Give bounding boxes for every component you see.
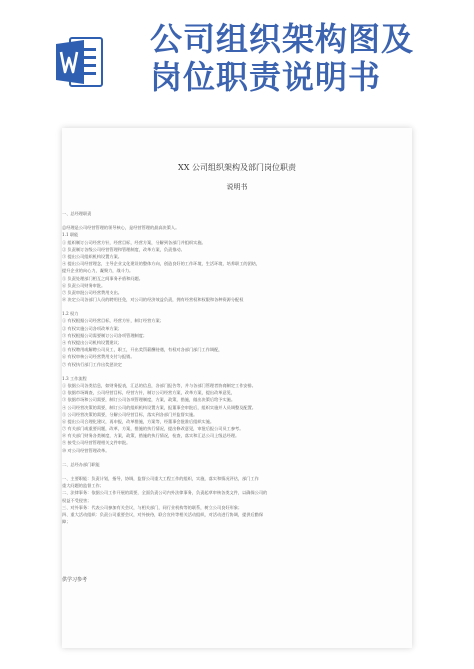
line-gap (62, 454, 297, 461)
body-line: ③ 有权根据公司需要制订公司各项管理制度； (62, 332, 148, 338)
document-title: XX 公司组织架构及部门岗位职责 (178, 163, 296, 172)
document-body (62, 210, 297, 525)
body-line: 1.3 工作流程 (62, 375, 87, 381)
body-line: 1.2 权力 (62, 311, 79, 317)
body-line: ② 负责制订各级公司经营管理和管理制度，改革方案，负责推动。 (62, 246, 185, 252)
body-line: 四、重大活动组织：负责公司重要会议，对外接待，联合宣传等相关活动组织，对活动进行协调，提供后勤保 (62, 511, 264, 517)
body-line: 一、总经理职责 (62, 211, 92, 216)
body-line: 提升企业的向心力，凝聚力，战斗力。 (62, 268, 134, 274)
body-line: ⑤ 公司经营决策的需要，分解公司经营目标，落实到各部门并监督实施。 (62, 411, 198, 417)
body-line: ⑦ 负责审批公司经营费用支出。 (62, 289, 122, 295)
body-line: ⑥ 有权审核公司经营费用支付与报销。 (62, 354, 135, 360)
body-line: ① 依据公司各类信息，如财务报表，汇总的信息，各部门报告等，并与各部门管理者协商制定工作安排。 (62, 382, 256, 388)
body-line: ⑥ 提出公司合理化建议，再申报，改革措施，方案等，经董事会批准后组织实施。 (62, 418, 215, 424)
body-line: ⑧ 有关部门财务各类制度，方案，政策，措施的执行情况，检查，落实和汇总公司上级总经理。 (62, 433, 240, 439)
document-footer: 供学习参考 (62, 577, 88, 583)
body-line: ① 有权根据公司经营目标，经营方针，制订经营方案； (62, 318, 164, 324)
body-line: 二、总经办部门职能 (62, 461, 100, 467)
body-line: 障； (62, 519, 71, 525)
body-line: ③ 提出公司组织机构设置方案。 (62, 253, 122, 259)
body-line: ② 有权实施公司各项改革方案； (62, 325, 122, 331)
line-gap (62, 303, 297, 310)
body-line: ④ 公司经营决策的需要，制订公司的组织机构设置方案，报董事会审批后，组织实施并人员调整及配置。 (62, 404, 256, 410)
body-line: ⑦ 有权执行部门工作出奖惩决定 (62, 361, 122, 367)
body-line: ② 依据市场调查，公司经营目标，经营方针，制订公司经营方案，改革方案，提出改革意见， (62, 390, 236, 396)
body-line: 权益不受侵害； (62, 497, 92, 503)
body-line: ① 组织制订公司经营方针，经营目标，经营方案，分解到各部门并组织实施。 (62, 239, 206, 245)
body-line: 重大问题的监督工作； (62, 483, 104, 489)
body-line: 二、法律事务：依据公司工作开展的需要，全面负责公司内外法律事务，负责起草审核各类文件，以确保公司的 (62, 490, 268, 496)
body-line: ⑥ 负责公司财务审批。 (62, 282, 106, 288)
body-line: ⑤ 负责处理部门相互之间事务矛盾和问题。 (62, 275, 143, 281)
body-line: ⑨ 接受公司经营管理相关文件审批。 (62, 440, 131, 446)
body-line: ③ 依据市场和公司需要，制订公司各项管理制度，方案，政策，措施，做出决策后给予实施。 (62, 397, 236, 403)
body-line: ④ 提出公司经营理念，主导企业文化建设的整体方向，创造良好的工作环境，生活环境，培养职工的团结， (62, 261, 261, 267)
body-line: 一、主要职能：负责计划，指导，协调，监督公司重大工程工作的组织，实施，落实和情况评估，部门工作 (62, 476, 259, 481)
headline-line-2: 岗位职责说明书 (150, 58, 382, 96)
body-line: ④ 有权提出公司机构设置建议； (62, 340, 122, 345)
headline-line-1: 公司组织架构图及 (150, 20, 415, 58)
line-gap (62, 468, 297, 475)
body-line: ⑧ 决定公司各部门人员的聘用任免，对公司的经济效益负责，拥有经营权和权限和各种资源分配权 (62, 297, 244, 303)
body-line: 1.1 职能 (62, 232, 79, 238)
body-line: ⑩ 对公司经营管理改革。 (62, 447, 110, 453)
headline (150, 20, 414, 96)
header-banner (0, 0, 474, 120)
document-subtitle: 说明书 (226, 183, 248, 191)
word-document-icon (56, 36, 104, 88)
body-line: 总经理是公司经营管理的领导核心，是经营管理的最高决策人。 (62, 225, 180, 231)
line-gap (62, 368, 297, 375)
body-line: ⑦ 有关部门或重要问题，改革，方案，措施的执行情况，提出修改意见，审批后报公司员工参考。 (62, 426, 244, 432)
body-line: 三、对外事务：代表公司参加有关会议，与相关部门，同行业机构等的联系，树立公司良好形象； (62, 504, 243, 510)
line-gap (62, 217, 297, 224)
body-line: ⑤ 有权聘用或解聘公司员工，职工，开出奖罚薪酬待遇，有权对各部门部门工作调配， (62, 347, 223, 353)
